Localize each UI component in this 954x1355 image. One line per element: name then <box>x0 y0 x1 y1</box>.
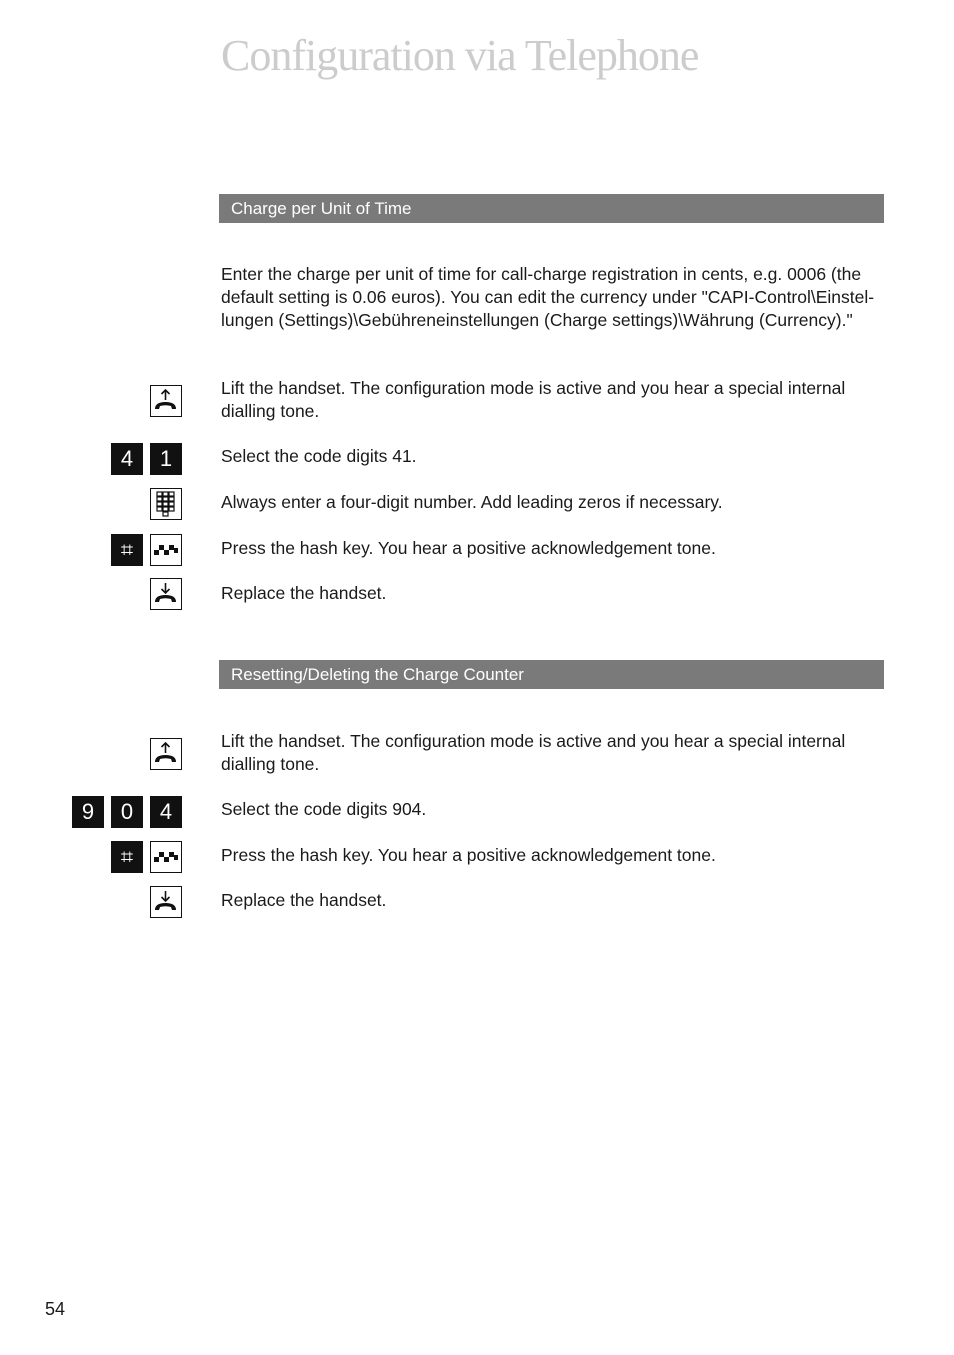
page-title: Configuration via Telephone <box>221 31 699 80</box>
section2-step-code: Select the code digits 904. <box>221 799 427 819</box>
section2-step-replace: Replace the handset. <box>221 890 387 910</box>
section1-intro: Enter the charge per unit of time for call-charge registration in cents, e.g. 0006 (the default setting is 0.06 euros). You can edit the currency under "CAPI-Control\Einstel-lungen (Settings)\Gebühreneinstellungen (Charge settings)\Währung (Currency)." <box>221 264 875 330</box>
section1-step-replace: Replace the handset. <box>221 583 387 603</box>
hash-key: ⌗ <box>111 841 143 873</box>
key-digit: 1 <box>150 443 182 475</box>
section1-step-hash: Press the hash key. You hear a positive acknowledgement tone. <box>221 538 716 558</box>
section-heading-charge-per-unit: Charge per Unit of Time <box>219 194 884 223</box>
acknowledgement-tone-icon <box>150 841 182 873</box>
section1-step-lift: Lift the handset. The configuration mode is active and you hear a special internal dialling tone. <box>221 378 846 421</box>
hash-key: ⌗ <box>111 534 143 566</box>
key-digit: 0 <box>111 796 143 828</box>
key-digit: 4 <box>111 443 143 475</box>
replace-handset-icon <box>150 886 182 918</box>
section1-step-digits: Always enter a four-digit number. Add leading zeros if necessary. <box>221 492 723 512</box>
replace-handset-icon <box>150 578 182 610</box>
page-number: 54 <box>45 1299 66 1319</box>
section1-step-code: Select the code digits 41. <box>221 446 417 466</box>
section2-step-hash: Press the hash key. You hear a positive acknowledgement tone. <box>221 845 716 865</box>
lift-handset-icon <box>150 385 182 417</box>
key-digit: 4 <box>150 796 182 828</box>
section-heading-reset-charge-counter: Resetting/Deleting the Charge Counter <box>219 660 884 689</box>
acknowledgement-tone-icon <box>150 534 182 566</box>
keypad-icon <box>150 488 182 520</box>
key-digit: 9 <box>72 796 104 828</box>
lift-handset-icon <box>150 738 182 770</box>
section2-step-lift: Lift the handset. The configuration mode is active and you hear a special internal dialling tone. <box>221 731 846 774</box>
